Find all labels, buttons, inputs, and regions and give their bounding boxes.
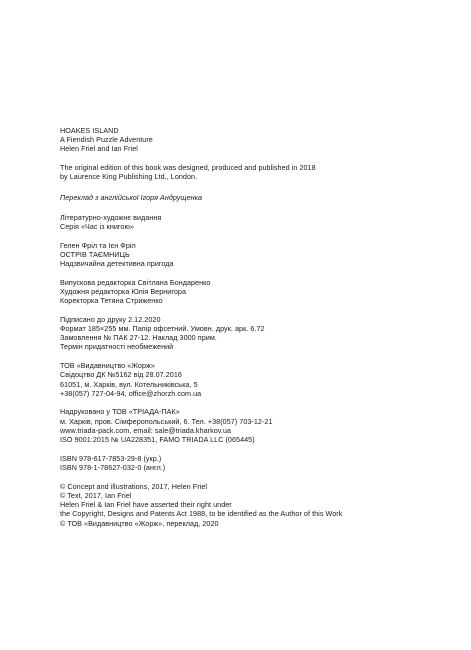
series-block: [60, 213, 460, 231]
original-authors: Helen Friel and Ian Friel: [60, 144, 138, 154]
editor-line: Коректорка Тетяна Стриженко: [60, 296, 163, 306]
printer-line: Надруковано у ТОВ «ТРІАДА-ПАК»: [60, 407, 180, 417]
imprint-column: [60, 126, 460, 528]
ukrainian-title: ОСТРІВ ТАЄМНИЦЬ: [60, 249, 130, 259]
ukrainian-subtitle: Надзвичайна детективна пригода: [60, 259, 174, 269]
original-subtitle: A Fiendish Puzzle Adventure: [60, 135, 153, 145]
isbn-line: ISBN 978-617-7853-29-8 (укр.): [60, 453, 162, 463]
translation-credit: Переклад з англійської Ігоря Андрущенка: [60, 192, 203, 202]
publisher-contact-line: ТОВ «Видавництво «Жорж»: [60, 361, 155, 371]
print-info-block: [60, 315, 460, 352]
editor-line: Художня редакторка Юлія Вернигора: [60, 286, 187, 296]
publisher-contact-line: 61051, м. Харків, вул. Котельниківська, 5: [60, 379, 198, 389]
copyright-line: Helen Friel & Ian Friel have asserted their right under: [60, 500, 232, 510]
ukrainian-authors: Гелен Фріл та Ієн Фріл: [60, 240, 136, 250]
copyright-line: © ТОВ «Видавництво «Жорж», переклад, 2020: [60, 518, 219, 528]
ukrainian-title-block: [60, 241, 460, 269]
printer-block: [60, 407, 460, 444]
series-line: Літературно-художнє видання: [60, 212, 162, 222]
print-info-line: Термін придатності необмежений: [60, 342, 174, 352]
publisher-note-line: The original edition of this book was designed, produced and published in 2018: [60, 163, 316, 173]
printer-line: ISO 9001:2015 № UA228351, FAMO TRIADA LLC (065445): [60, 435, 255, 445]
publisher-note-line: by Laurence King Publishing Ltd., London.: [60, 172, 198, 182]
copyright-block: [60, 482, 460, 528]
original-title: HOAKES ISLAND: [60, 126, 119, 135]
original-title-block: [60, 126, 460, 154]
print-info-line: Підписано до друку 2.12.2020: [60, 314, 161, 324]
printer-line: www.triada-pack.com, email: sale@triada.kharkov.ua: [60, 425, 232, 435]
translation-block: [60, 193, 460, 202]
copyright-line: © Text, 2017, Ian Friel: [60, 490, 132, 500]
copyright-line: © Concept and illustrations, 2017, Helen Friel: [60, 481, 208, 491]
isbn-line: ISBN 978-1-78627-032-0 (англ.): [60, 462, 166, 472]
publisher-contact-block: [60, 361, 460, 398]
editor-line: Випускова редакторка Світлана Бондаренко: [60, 277, 211, 287]
copyright-line: the Copyright, Designs and Patents Act 1988, to be identified as the Author of this Work: [60, 509, 343, 519]
printer-line: м. Харків, пров. Сімферопольський, 6. Тел. +38(057) 703-12-21: [60, 416, 273, 426]
series-line: Серія «Час із книгою»: [60, 221, 134, 231]
publisher-note: [60, 163, 460, 181]
isbn-block: [60, 454, 460, 472]
editors-block: [60, 278, 460, 306]
publisher-contact-line: Свідоцтво ДК №5162 від 28.07.2016: [60, 370, 182, 380]
publisher-contact-line: +38(057) 727-04-94, office@zhorzh.com.ua: [60, 388, 202, 398]
print-info-line: Формат 185×255 мм. Папір офсетний. Умовн. друк. арк. 6.72: [60, 324, 265, 334]
print-info-line: Замовлення № ПАК 27-12. Наклад 3000 прим.: [60, 333, 217, 343]
